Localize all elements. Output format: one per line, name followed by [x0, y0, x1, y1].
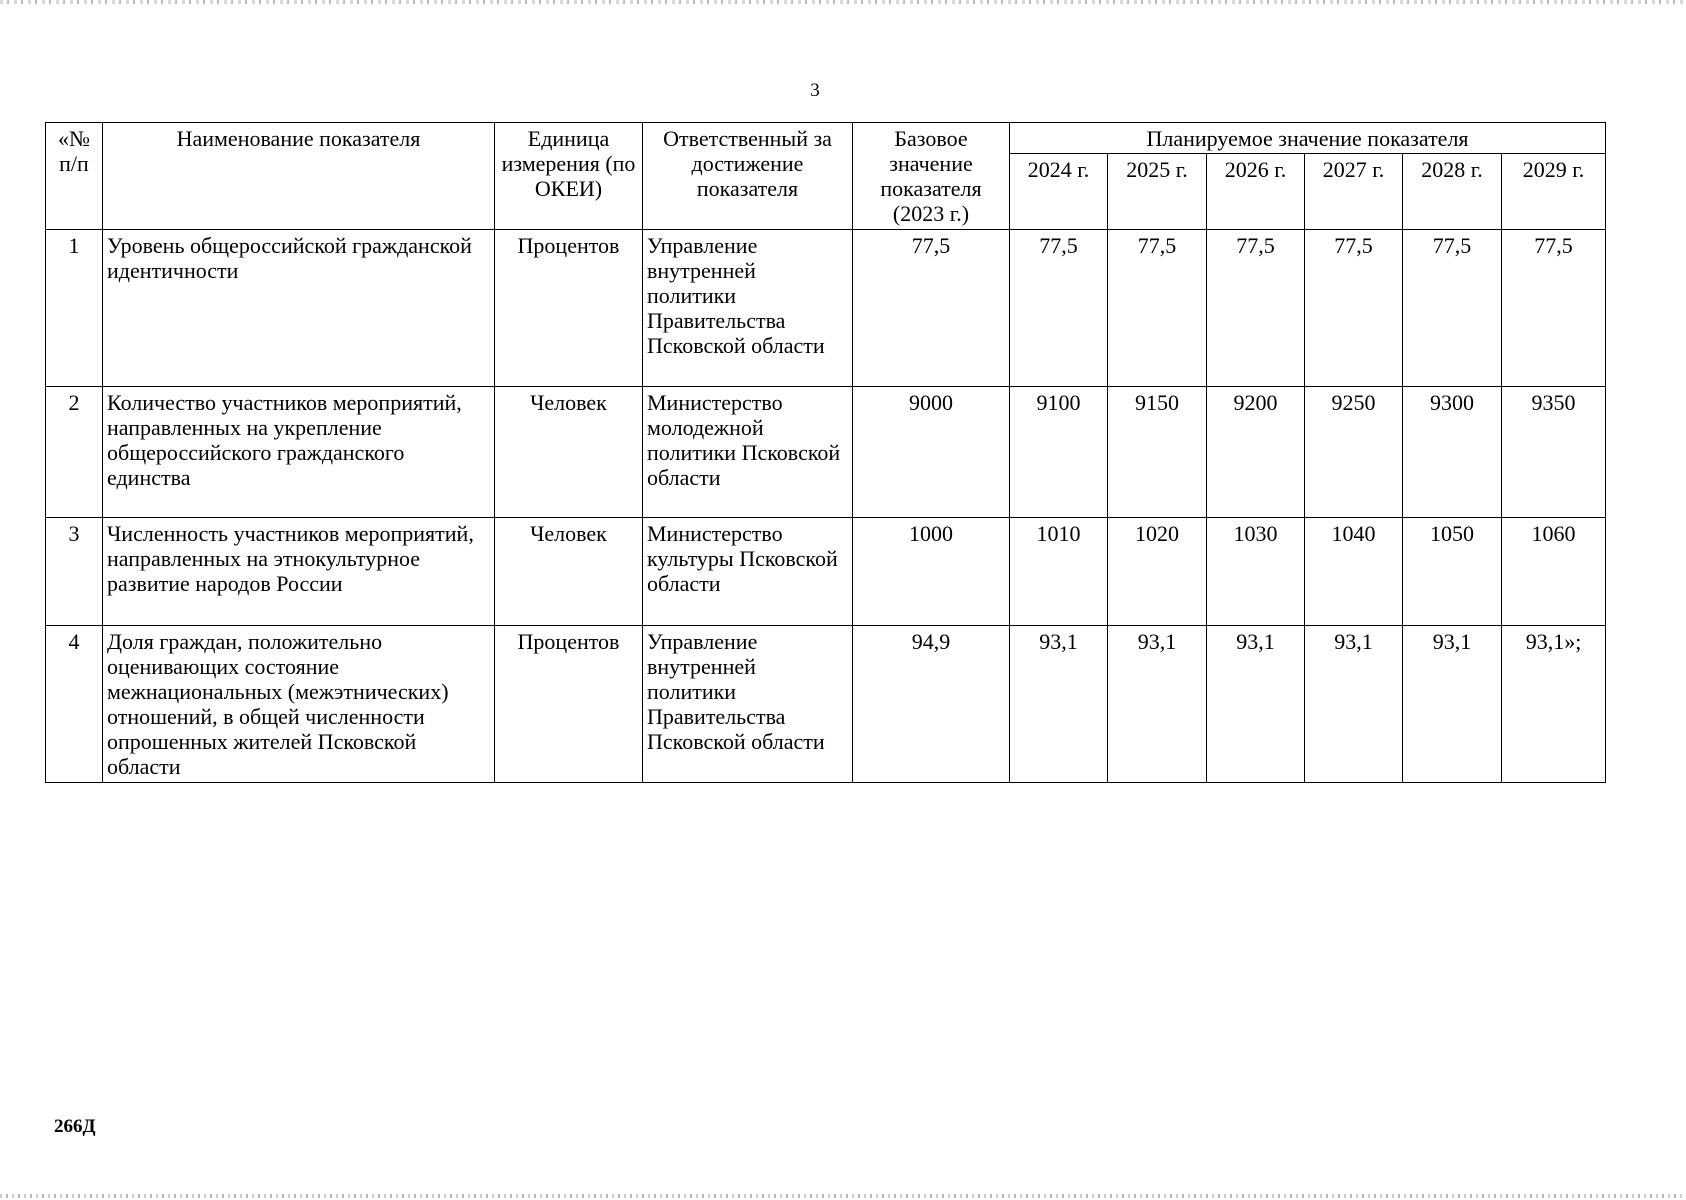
planned-value-cell: 9350	[1502, 387, 1606, 518]
indicators-table	[45, 122, 1606, 783]
planned-value-cell: 1050	[1403, 518, 1502, 626]
header-year: 2029 г.	[1502, 154, 1606, 230]
header-indicator-name: Наименование показателя	[103, 123, 495, 230]
scan-edge-bottom	[0, 1194, 1686, 1198]
document-code: 266Д	[54, 1116, 96, 1137]
planned-value-cell: 93,1	[1108, 626, 1207, 783]
unit-cell: Процентов	[495, 626, 643, 783]
base-value-cell: 1000	[853, 518, 1010, 626]
page-number: 3	[810, 80, 820, 101]
planned-value-cell: 93,1	[1207, 626, 1305, 783]
responsible-cell: Управление внутренней политики Правительства Псковской области	[643, 626, 853, 783]
planned-value-cell: 77,5	[1403, 230, 1502, 387]
planned-value-cell: 77,5	[1108, 230, 1207, 387]
row-number: 3	[46, 518, 103, 626]
planned-value-cell: 93,1	[1403, 626, 1502, 783]
header-year: 2028 г.	[1403, 154, 1502, 230]
indicator-name: Уровень общероссийской гражданской идентичности	[103, 230, 495, 387]
header-responsible: Ответственный за достижение показателя	[643, 123, 853, 230]
header-unit: Единица измерения (по ОКЕИ)	[495, 123, 643, 230]
planned-value-cell: 9250	[1305, 387, 1403, 518]
planned-value-cell: 1060	[1502, 518, 1606, 626]
planned-value-cell: 93,1	[1010, 626, 1108, 783]
header-base-value: Базовое значение показателя (2023 г.)	[853, 123, 1010, 230]
header-year: 2026 г.	[1207, 154, 1305, 230]
responsible-cell: Министерство культуры Псковской области	[643, 518, 853, 626]
indicator-name: Доля граждан, положительно оценивающих состояние межнациональных (межэтнических) отношений, в общей численности опрошенных жителей Псковской области	[103, 626, 495, 783]
planned-value-cell: 77,5	[1502, 230, 1606, 387]
planned-value-cell: 9300	[1403, 387, 1502, 518]
table-row	[46, 518, 1606, 626]
header-number: «№ п/п	[46, 123, 103, 230]
planned-value-cell: 1020	[1108, 518, 1207, 626]
table-row	[46, 387, 1606, 518]
responsible-cell: Министерство молодежной политики Псковской области	[643, 387, 853, 518]
row-number: 1	[46, 230, 103, 387]
planned-value-cell: 9200	[1207, 387, 1305, 518]
indicator-name: Количество участников мероприятий, направленных на укрепление общероссийского гражданского единства	[103, 387, 495, 518]
planned-value-cell: 77,5	[1305, 230, 1403, 387]
header-year: 2024 г.	[1010, 154, 1108, 230]
planned-value-cell: 9150	[1108, 387, 1207, 518]
indicator-name: Численность участников мероприятий, направленных на этнокультурное развитие народов России	[103, 518, 495, 626]
responsible-cell: Управление внутренней политики Правительства Псковской области	[643, 230, 853, 387]
planned-value-cell: 77,5	[1207, 230, 1305, 387]
base-value-cell: 77,5	[853, 230, 1010, 387]
planned-value-cell: 93,1»;	[1502, 626, 1606, 783]
planned-value-cell: 77,5	[1010, 230, 1108, 387]
row-number: 2	[46, 387, 103, 518]
planned-value-cell: 1040	[1305, 518, 1403, 626]
table-row	[46, 626, 1606, 783]
table-row	[46, 230, 1606, 387]
header-planned-value: Планируемое значение показателя	[1010, 123, 1606, 154]
scan-edge-top	[0, 0, 1686, 4]
planned-value-cell: 1030	[1207, 518, 1305, 626]
base-value-cell: 9000	[853, 387, 1010, 518]
unit-cell: Процентов	[495, 230, 643, 387]
base-value-cell: 94,9	[853, 626, 1010, 783]
planned-value-cell: 93,1	[1305, 626, 1403, 783]
unit-cell: Человек	[495, 518, 643, 626]
row-number: 4	[46, 626, 103, 783]
header-year: 2025 г.	[1108, 154, 1207, 230]
header-year: 2027 г.	[1305, 154, 1403, 230]
planned-value-cell: 1010	[1010, 518, 1108, 626]
planned-value-cell: 9100	[1010, 387, 1108, 518]
unit-cell: Человек	[495, 387, 643, 518]
